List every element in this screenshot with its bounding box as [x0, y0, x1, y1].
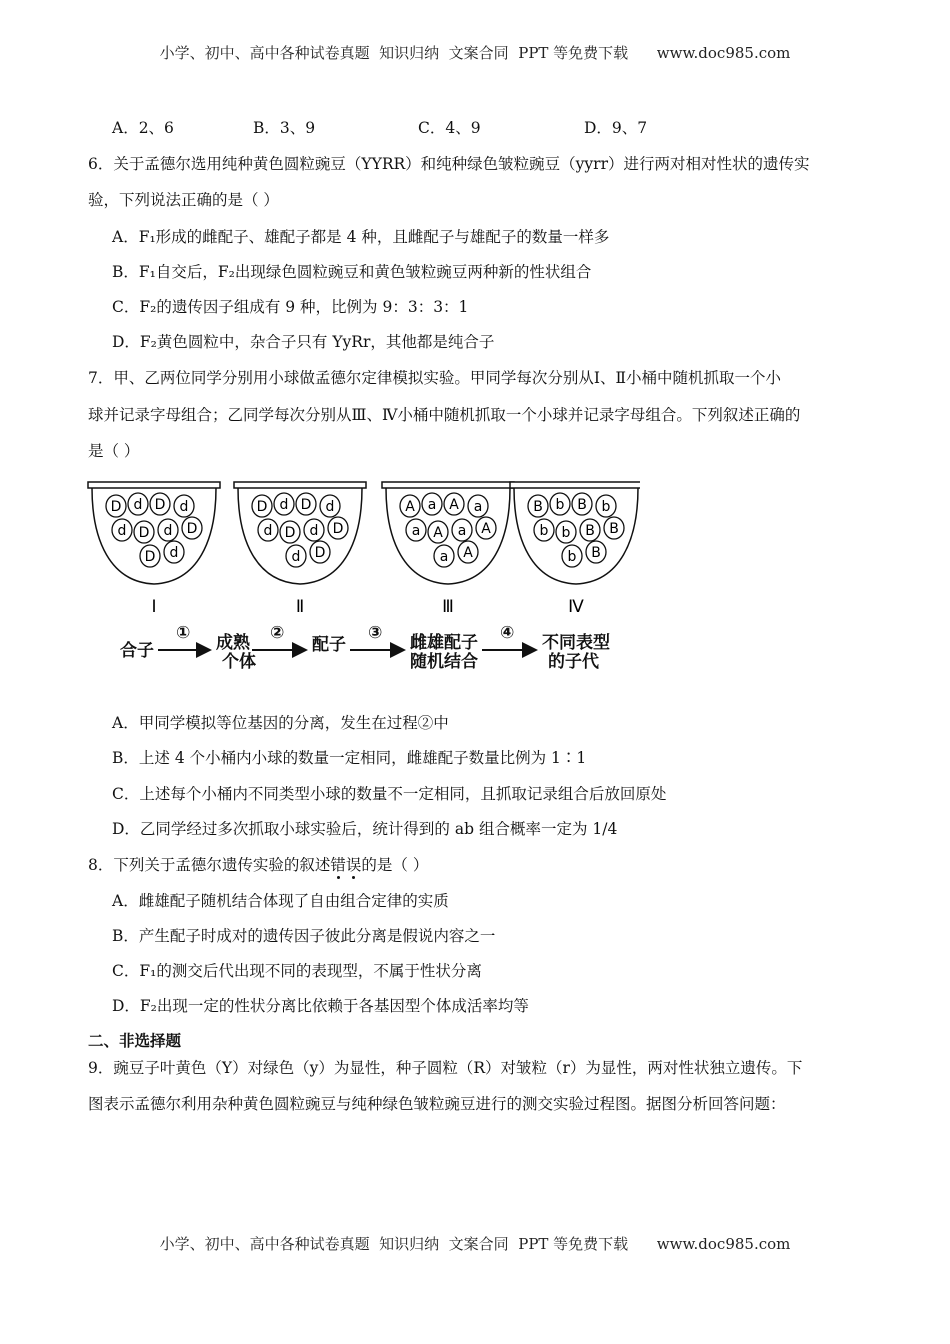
flow-node-1-line2: 个体 — [222, 652, 256, 672]
bucket-2 — [234, 482, 366, 617]
ball-label: A — [433, 525, 443, 541]
bucket-3 — [382, 482, 514, 617]
q7-option-b: B．上述 4 个小桶内小球的数量一定相同，雌雄配子数量比例为 1∶1 — [112, 749, 587, 767]
ball-label: A — [405, 499, 415, 515]
ball-label: a — [457, 523, 467, 539]
q8-stem-emphasis-1: 错 — [330, 856, 346, 874]
flow-diagram — [120, 623, 610, 672]
q6-option-c: C．F₂的遗传因子组成有 9 种，比例为 9：3：3：1 — [112, 298, 469, 316]
ball-label: D — [144, 549, 156, 565]
ball-label: B — [585, 523, 595, 539]
q8-option-d: D．F₂出现一定的性状分离比依赖于各基因型个体成活率均等 — [112, 997, 529, 1015]
q6-option-a: A．F₁形成的雌配子、雄配子都是 4 种，且雌配子与雄配子的数量一样多 — [112, 228, 610, 246]
ball-label: d — [117, 523, 127, 539]
flow-step-3: ③ — [368, 623, 383, 643]
ball-label: d — [179, 499, 189, 515]
ball-label: d — [263, 523, 273, 539]
flow-start: 合子 — [120, 641, 154, 661]
q9-stem-line1: 9．豌豆子叶黄色（Y）对绿色（y）为显性，种子圆粒（R）对皱粒（r）为显性，两对性状独立遗传。下 — [88, 1059, 803, 1077]
q8-stem-emphasis-2: 误 — [345, 856, 362, 874]
q6-option-b: B．F₁自交后，F₂出现绿色圆粒豌豆和黄色皱粒豌豆两种新的性状组合 — [112, 263, 592, 281]
q7-stem-line1: 7．甲、乙两位同学分别用小球做孟德尔定律模拟实验。甲同学每次分别从Ⅰ、Ⅱ小桶中随机抓取一个小 — [88, 369, 782, 387]
ball-label: b — [555, 497, 565, 513]
q5-option-b: B．3、9 — [253, 119, 316, 137]
bucket-label: Ⅱ — [295, 597, 305, 617]
q5-option-c: C．4、9 — [418, 119, 481, 137]
ball-label: a — [473, 499, 483, 515]
q7-option-c: C．上述每个小桶内不同类型小球的数量不一定相同，且抓取记录组合后放回原处 — [112, 785, 667, 803]
q7-option-a: A．甲同学模拟等位基因的分离，发生在过程②中 — [112, 714, 449, 732]
ball-label: A — [481, 521, 491, 537]
bucket-rim — [510, 482, 640, 488]
ball-label: D — [284, 525, 296, 541]
ball-label: d — [279, 497, 289, 513]
q6-stem-line1: 6．关于孟德尔选用纯种黄色圆粒豌豆（YYRR）和纯种绿色皱粒豌豆（yyrr）进行两对相对性状的遗传实 — [88, 155, 810, 173]
flow-node-3-line2: 随机结合 — [410, 652, 478, 672]
q6-stem-line2: 验，下列说法正确的是（ ） — [88, 191, 279, 209]
ball-label: D — [300, 497, 312, 513]
ball-label: b — [539, 523, 549, 539]
ball-label: b — [601, 499, 611, 515]
flow-node-4-line1: 不同表型 — [542, 633, 610, 653]
ball-label: D — [154, 497, 166, 513]
ball-label: b — [567, 549, 577, 565]
bucket-rim — [382, 482, 514, 488]
flow-step-2: ② — [270, 623, 285, 643]
flow-node-4-line2: 的子代 — [548, 652, 599, 672]
ball-label: D — [256, 499, 268, 515]
ball-label: d — [133, 497, 143, 513]
ball-label: d — [291, 549, 301, 565]
ball-label: b — [561, 525, 571, 541]
bucket-rim — [88, 482, 220, 488]
q7-stem-line3: 是（ ） — [88, 442, 140, 460]
ball-label: a — [439, 549, 449, 565]
q8-stem — [88, 855, 428, 875]
ball-label: a — [427, 497, 437, 513]
page-footer: 小学、初中、高中各种试卷真题 知识归纳 文案合同 PPT 等免费下载 www.doc985.com — [159, 1235, 791, 1253]
ball-label: D — [314, 545, 326, 561]
flow-node-2: 配子 — [312, 635, 346, 655]
ball-label: D — [332, 521, 344, 537]
q6-option-d: D．F₂黄色圆粒中，杂合子只有 YyRr，其他都是纯合子 — [112, 333, 495, 351]
ball-label: B — [533, 499, 543, 515]
ball-label: d — [309, 523, 319, 539]
q5-option-a: A．2、6 — [112, 119, 174, 137]
flow-node-1-line1: 成熟 — [216, 633, 250, 653]
ball-label: d — [163, 523, 173, 539]
ball-label: d — [169, 545, 179, 561]
ball-label: B — [577, 497, 587, 513]
q7-figure — [80, 470, 640, 685]
q5-option-d: D．9、7 — [584, 119, 648, 137]
ball-label: B — [609, 521, 619, 537]
bucket-1 — [88, 482, 220, 617]
ball-label: A — [463, 545, 473, 561]
page-header: 小学、初中、高中各种试卷真题 知识归纳 文案合同 PPT 等免费下载 www.doc985.com — [159, 44, 791, 62]
bucket-4 — [510, 482, 640, 617]
flow-node-3-line1: 雌雄配子 — [410, 633, 478, 653]
bucket-label: Ⅳ — [568, 597, 584, 617]
q8-option-b: B．产生配子时成对的遗传因子彼此分离是假说内容之一 — [112, 927, 496, 945]
ball-label: a — [411, 523, 421, 539]
ball-label: B — [591, 545, 601, 561]
flow-step-4: ④ — [500, 623, 515, 643]
bucket-rim — [234, 482, 366, 488]
ball-label: d — [325, 499, 335, 515]
ball-label: D — [110, 499, 122, 515]
q7-option-d: D．乙同学经过多次抓取小球实验后，统计得到的 ab 组合概率一定为 1/4 — [112, 820, 618, 838]
q8-option-a: A．雌雄配子随机结合体现了自由组合定律的实质 — [112, 892, 449, 910]
bucket-label: Ⅰ — [151, 597, 157, 617]
q7-stem-line2: 球并记录字母组合；乙同学每次分别从Ⅲ、Ⅳ小桶中随机抓取一个小球并记录字母组合。下列叙述正确的 — [88, 406, 801, 424]
q8-option-c: C．F₁的测交后代出现不同的表现型，不属于性状分离 — [112, 962, 482, 980]
ball-label: A — [449, 497, 459, 513]
section-2-title: 二、非选择题 — [88, 1031, 182, 1050]
q8-stem-pre: 8．下列关于孟德尔遗传实验的叙述 — [88, 856, 331, 874]
bucket-label: Ⅲ — [442, 597, 454, 617]
ball-label: D — [138, 525, 150, 541]
q8-stem-post: 的是（ ） — [361, 856, 429, 874]
flow-step-1: ① — [176, 623, 191, 643]
ball-label: D — [186, 521, 198, 537]
q9-stem-line2: 图表示孟德尔利用杂种黄色圆粒豌豆与纯种绿色皱粒豌豆进行的测交实验过程图。据图分析回答问题： — [88, 1095, 786, 1113]
